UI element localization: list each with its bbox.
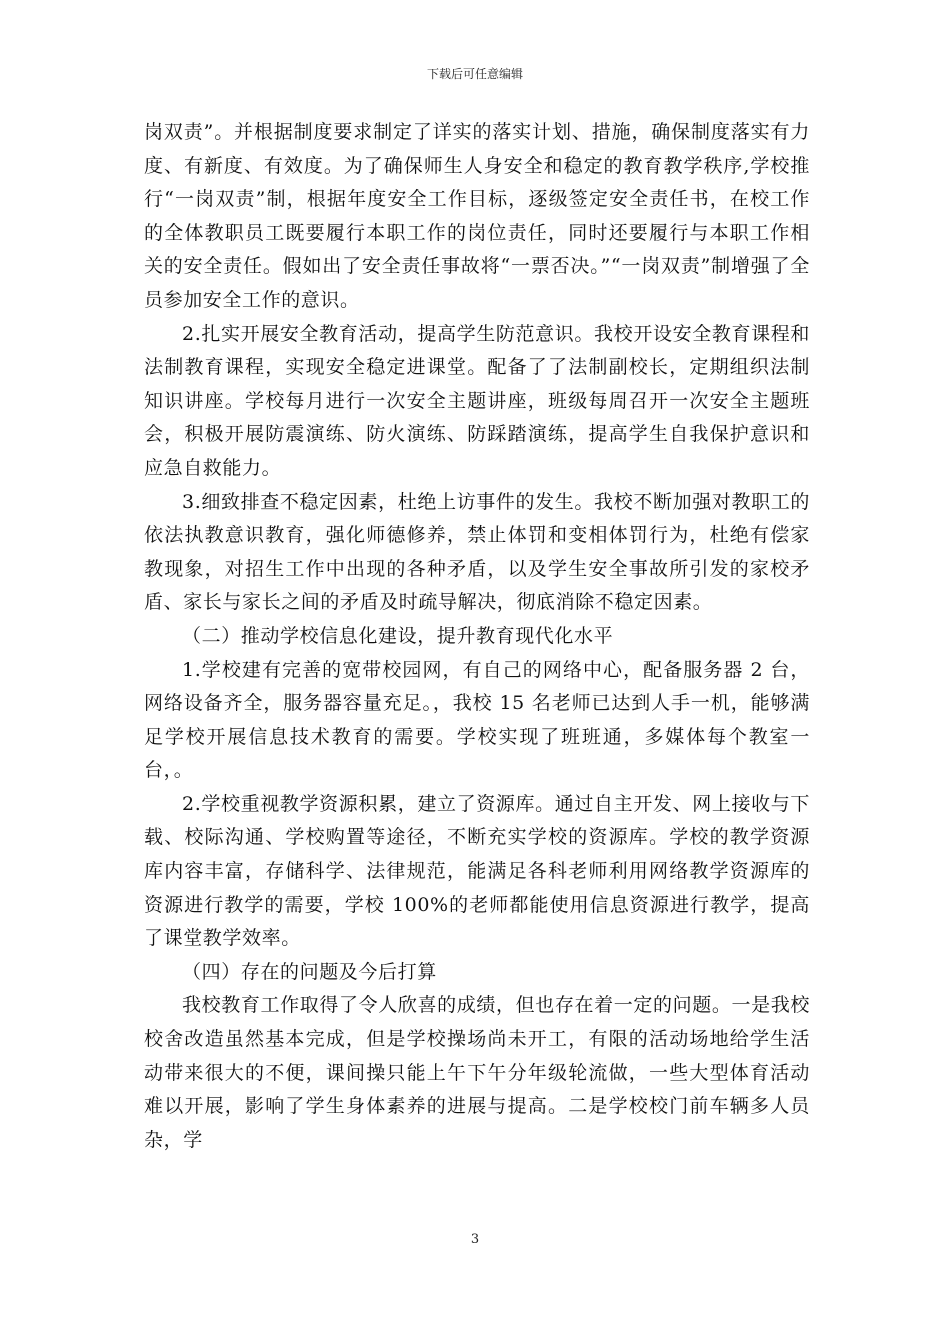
paragraph-responsibility-system: 岗双责”。并根据制度要求制定了详实的落实计划、措施，确保制度落实有力度、有新度、有效度。为了确保师生人身安全和稳定的教育教学秩序,学校推行“一岗双责”制，根据年度安全工作目标，逐级签定安全责任书，在校工作的全体教职员工既要履行本职工作的岗位责任，同时还要履行与本职工作相关的安全责任。假如出了安全责任事故将“一票否决。”“一岗双责”制增强了全员参加安全工作的意识。 <box>144 121 810 311</box>
paragraph-campus-network: 1.学校建有完善的宽带校园网，有自己的网络中心，配备服务器 2 台，网络设备齐全，服务器容量充足。，我校 15 名老师已达到人手一机，能够满足学校开展信息技术教育的需要。学校实现了班班通，多媒体每个教室一台，。 <box>144 658 810 782</box>
document-body <box>144 116 810 1157</box>
section-heading-problems: （四）存在的问题及今后打算 <box>182 960 437 983</box>
paragraph-problems-plans: 我校教育工作取得了令人欣喜的成绩，但也存在着一定的问题。一是我校校舍改造虽然基本完成，但是学校操场尚未开工，有限的活动场地给学生活动带来很大的不便，课间操只能上午下午分年级轮流做，一些大型体育活动难以开展，影响了学生身体素养的进展与提高。二是学校校门前车辆多人员杂，学 <box>144 994 810 1151</box>
section-heading-informatization: （二）推动学校信息化建设，提升教育现代化水平 <box>182 624 614 647</box>
page-number: 3 <box>470 1232 480 1247</box>
paragraph-instability-factors: 3.细致排查不稳定因素，杜绝上访事件的发生。我校不断加强对教职工的依法执教意识教育，强化师德修养，禁止体罚和变相体罚行为，杜绝有偿家教现象，对招生工作中出现的各种矛盾，以及学生安全事故所引发的家校矛盾、家长与家长之间的矛盾及时疏导解决，彻底消除不稳定因素。 <box>144 490 810 614</box>
paragraph-safety-education: 2.扎实开展安全教育活动，提高学生防范意识。我校开设安全教育课程和法制教育课程，实现安全稳定进课堂。配备了了法制副校长，定期组织法制知识讲座。学校每月进行一次安全主题讲座，班级每周召开一次安全主题班会，积极开展防震演练、防火演练、防踩踏演练，提高学生自我保护意识和应急自救能力。 <box>144 322 810 479</box>
page-header: 下载后可任意编辑 <box>426 67 523 81</box>
paragraph-resource-library: 2.学校重视教学资源积累，建立了资源库。通过自主开发、网上接收与下载、校际沟通、学校购置等途径，不断充实学校的资源库。学校的教学资源库内容丰富，存储科学、法律规范，能满足各科老师利用网络教学资源库的资源进行教学的需要，学校 100%的老师都能使用信息资源进行教学，提高了课堂教学效率。 <box>144 792 810 950</box>
